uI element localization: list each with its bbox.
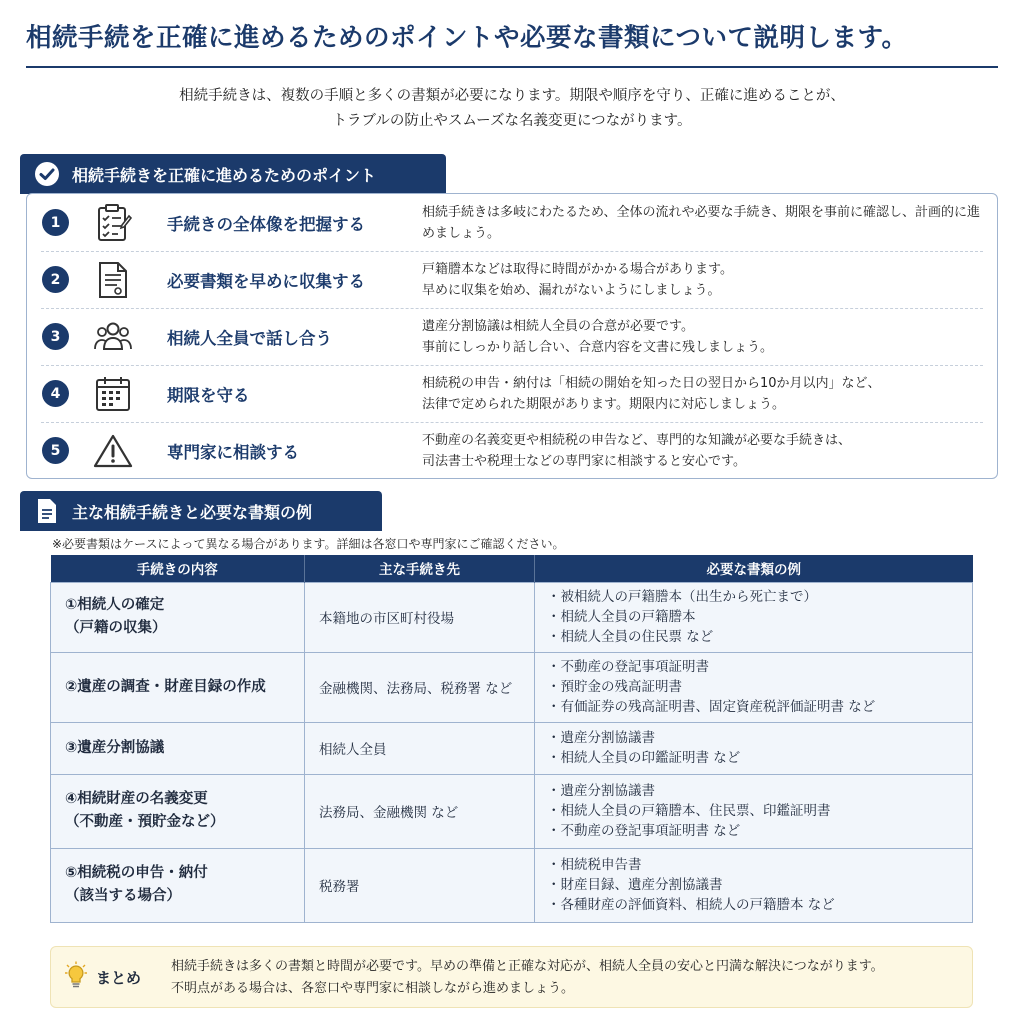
procedure-cell (51, 848, 305, 922)
point-title: 期限を守る (167, 385, 250, 405)
point-number: 3 (42, 323, 69, 350)
point-description: 相続手続きは多岐にわたるため、全体の流れや必要な手続き、期限を事前に確認し、計画的に進めましょう。 (422, 204, 980, 241)
procedure-cell (51, 652, 305, 722)
intro-line: トラブルの防止やスムーズな名義変更につながります。 (332, 113, 692, 129)
people-icon (93, 317, 133, 357)
document-item: ・相続人全員の戸籍謄本、住民票、印鑑証明書 (547, 803, 831, 819)
destination-cell: 税務署 (305, 848, 535, 922)
documents-cell (535, 774, 973, 848)
destination-cell: 金融機関、法務局、税務署 など (305, 652, 535, 722)
table-row (51, 848, 973, 922)
point-row (27, 422, 997, 479)
point-title: 手続きの全体像を把握する (167, 214, 365, 234)
document-item: ・相続人全員の印鑑証明書 など (547, 750, 741, 766)
point-desc-line: 事前にしっかり話し合い、合意内容を文書に残しましょう。 (422, 339, 774, 355)
point-row (27, 194, 997, 251)
checklist-icon (93, 203, 133, 243)
point-desc-line: 早めに収集を始め、漏れがないようにしましょう。 (422, 282, 721, 298)
document-icon (93, 260, 133, 300)
destination-cell: 法務局、金融機関 など (305, 774, 535, 848)
document-item: ・預貯金の残高証明書 (547, 679, 682, 695)
column-header: 必要な書類の例 (535, 555, 973, 582)
point-number: 4 (42, 380, 69, 407)
summary-label: まとめ (96, 969, 142, 987)
procedure-line: ①相続人の確定 (65, 597, 165, 613)
documents-cell (535, 722, 973, 774)
table-row (51, 722, 973, 774)
procedure-cell (51, 582, 305, 652)
document-item: ・相続人全員の住民票 など (547, 629, 714, 645)
point-number: 5 (42, 437, 69, 464)
points-section-heading (20, 154, 446, 194)
intro-line: 相続手続きは、複数の手順と多くの書類が必要になります。期限や順序を守り、正確に進めることが、 (179, 88, 845, 104)
point-desc-line: 司法書士や税理士などの専門家に相談すると安心です。 (422, 453, 746, 469)
summary-text (171, 956, 961, 1000)
point-desc-line: 遺産分割協議は相続人全員の合意が必要です。 (422, 318, 694, 334)
point-description (422, 259, 982, 301)
procedure-cell (51, 722, 305, 774)
procedure-line: （戸籍の収集） (65, 620, 167, 636)
destination-cell: 相続人全員 (305, 722, 535, 774)
docs-table (50, 555, 973, 923)
document-item: ・不動産の登記事項証明書 など (547, 823, 741, 839)
document-item: ・遺産分割協議書 (547, 783, 655, 799)
destination-cell: 本籍地の市区町村役場 (305, 582, 535, 652)
procedure-line: ②遺産の調査・財産目録の作成 (65, 678, 266, 695)
document-item: ・不動産の登記事項証明書 (547, 659, 709, 675)
docs-section-heading (20, 491, 382, 531)
point-description (422, 373, 982, 415)
intro-text (0, 84, 1024, 134)
procedure-line: ③遺産分割協議 (65, 739, 165, 756)
point-title: 専門家に相談する (167, 442, 299, 462)
procedure-line: （不動産・預貯金など） (65, 814, 225, 830)
points-panel (26, 193, 998, 479)
point-description (422, 430, 982, 472)
point-description (422, 316, 982, 358)
procedure-line: ⑤相続税の申告・納付 (65, 865, 208, 881)
summary-box (50, 946, 973, 1008)
point-desc-line: 法律で定められた期限があります。期限内に対応しましょう。 (422, 396, 785, 412)
summary-line: 相続手続きは多くの書類と時間が必要です。早めの準備と正確な対応が、相続人全員の安心と円満な解決につながります。 (171, 959, 884, 974)
point-row (27, 308, 997, 365)
document-item: ・相続税申告書 (547, 857, 642, 873)
document-item: ・相続人全員の戸籍謄本 (547, 609, 696, 625)
point-number: 1 (42, 209, 69, 236)
column-header: 手続きの内容 (51, 555, 305, 582)
point-number: 2 (42, 266, 69, 293)
file-icon (34, 498, 60, 524)
points-heading-text: 相続手続きを正確に進めるためのポイント (72, 165, 377, 185)
docs-note: ※必要書類はケースによって異なる場合があります。詳細は各窓口や専門家にご確認ください。 (52, 537, 565, 551)
document-item: ・被相続人の戸籍謄本（出生から死亡まで） (547, 589, 817, 605)
column-header: 主な手続き先 (305, 555, 535, 582)
calendar-icon (93, 374, 133, 414)
table-row (51, 774, 973, 848)
lightbulb-icon (65, 961, 87, 991)
check-circle-icon (34, 161, 60, 187)
point-row (27, 251, 997, 308)
point-desc-line: 相続税の申告・納付は「相続の開始を知った日の翌日から10か月以内」など、 (422, 375, 881, 391)
point-row (27, 365, 997, 422)
point-title: 相続人全員で話し合う (167, 328, 332, 348)
documents-cell (535, 652, 973, 722)
table-header-row (51, 555, 973, 582)
summary-line: 不明点がある場合は、各窓口や専門家に相談しながら進めましょう。 (171, 981, 575, 996)
page-title: 相続手続を正確に進めるためのポイントや必要な書類について説明します。 (26, 23, 908, 53)
document-item: ・財産目録、遺産分割協議書 (547, 877, 723, 893)
procedure-line: ④相続財産の名義変更 (65, 791, 208, 807)
procedure-line: （該当する場合） (65, 888, 181, 904)
procedure-cell (51, 774, 305, 848)
point-desc-line: 不動産の名義変更や相続税の申告など、専門的な知識が必要な手続きは、 (422, 432, 852, 448)
documents-cell (535, 582, 973, 652)
point-title: 必要書類を早めに収集する (167, 271, 365, 291)
document-item: ・有価証券の残高証明書、固定資産税評価証明書 など (547, 699, 876, 715)
documents-cell (535, 848, 973, 922)
document-item: ・各種財産の評価資料、相続人の戸籍謄本 など (547, 897, 835, 913)
table-row (51, 582, 973, 652)
docs-heading-text: 主な相続手続きと必要な書類の例 (72, 502, 313, 522)
warning-icon (93, 431, 133, 471)
point-desc-line: 戸籍謄本などは取得に時間がかかる場合があります。 (422, 261, 733, 277)
title-divider (26, 66, 998, 68)
table-row (51, 652, 973, 722)
document-item: ・遺産分割協議書 (547, 730, 655, 746)
